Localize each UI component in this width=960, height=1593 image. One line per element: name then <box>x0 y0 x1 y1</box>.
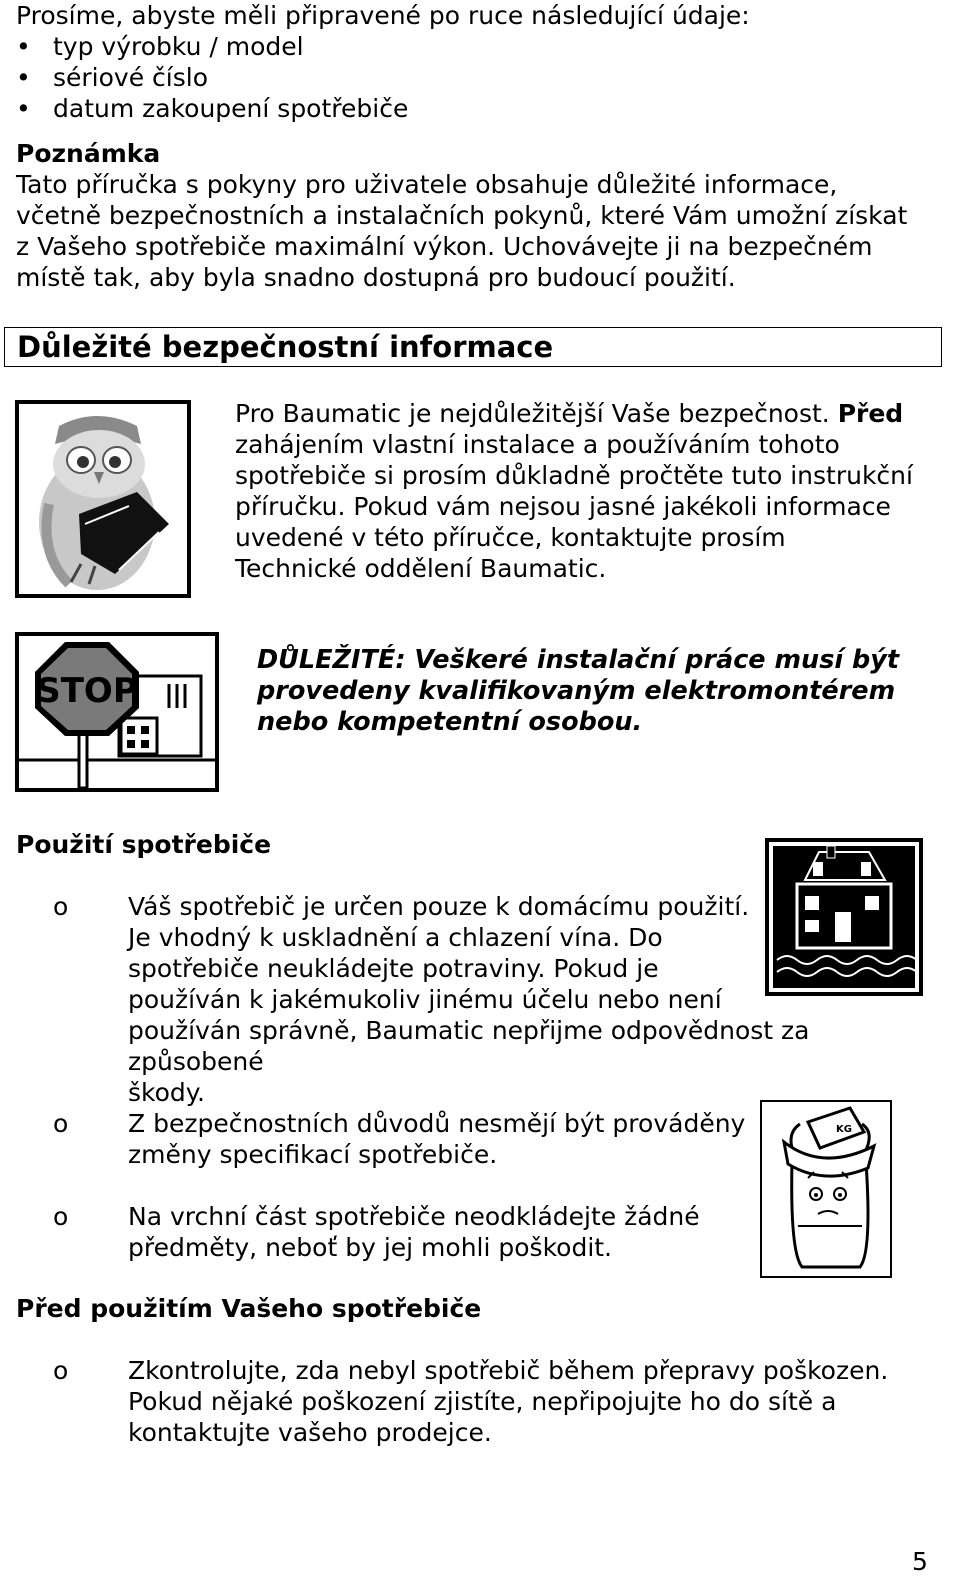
usage-item-line: předměty, neboť by jej mohli poškodit. <box>128 1233 613 1262</box>
intro-lead: Prosíme, abyste měli připravené po ruce následující údaje: <box>16 1 750 30</box>
safety-line: příručku. Pokud vám nejsou jasné jakékoli informace <box>235 492 891 521</box>
safety-line-bold: Před <box>837 399 904 428</box>
usage-item-line: Váš spotřebič je určen pouze k domácímu použití. <box>128 892 750 921</box>
safety-line: zahájením vlastní instalace a používáním tohoto <box>235 430 840 459</box>
usage-item-line: Je vhodný k uskladnění a chlazení vína. Do <box>128 923 663 952</box>
warning-block <box>257 645 937 738</box>
list-marker: o <box>53 1202 69 1231</box>
owl-reading-icon-graphic <box>19 404 187 594</box>
intro-item: • typ výrobku / model <box>16 31 936 62</box>
before-use-heading: Před použitím Vašeho spotřebiče <box>16 1294 482 1323</box>
safety-heading-box <box>4 327 942 367</box>
note-heading: Poznámka <box>16 139 161 168</box>
safety-line-text: Pro Baumatic je nejdůležitější Vaše bezpečnost. <box>235 399 838 428</box>
stop-sign-icon-graphic <box>19 636 215 788</box>
list-marker: o <box>53 892 69 921</box>
safety-line: uvedené v této příručce, kontaktujte prosím <box>235 523 786 552</box>
note-line: Tato příručka s pokyny pro uživatele obsahuje důležité informace, <box>16 170 838 199</box>
owl-reading-icon <box>15 400 191 598</box>
stop-sign-text: STOP <box>36 671 138 711</box>
intro-block <box>16 0 936 124</box>
note-line: včetně bezpečnostních a instalačních pokynů, které Vám umožní získat <box>16 201 908 230</box>
list-marker: o <box>53 1109 69 1138</box>
note-line: místě tak, aby byla snadno dostupná pro budoucí použití. <box>16 263 736 292</box>
stop-sign-icon <box>15 632 219 792</box>
intro-list <box>16 31 936 124</box>
warning-line: DŮLEŽITÉ: Veškeré instalační práce musí být <box>257 645 900 675</box>
before-use-line: kontaktujte vašeho prodejce. <box>128 1418 492 1447</box>
fridge-weight-label: KG <box>836 1124 852 1135</box>
list-marker: o <box>53 1356 69 1385</box>
before-use-line: Pokud nějaké poškození zjistíte, nepřipojujte ho do sítě a <box>128 1387 837 1416</box>
fridge-icon <box>760 1100 892 1278</box>
usage-item-line: škody. <box>128 1078 205 1107</box>
intro-item: • sériové číslo <box>16 62 936 93</box>
usage-item-line: používán správně, Baumatic nepřijme odpovědnost za způsobené <box>128 1016 810 1076</box>
note-block <box>16 138 946 293</box>
usage-item-line: Z bezpečnostních důvodů nesmějí být prováděny <box>128 1109 746 1138</box>
warning-line: provedeny kvalifikovaným elektromontérem <box>257 676 896 706</box>
safety-paragraph <box>235 398 935 584</box>
safety-line: Technické oddělení Baumatic. <box>235 554 607 583</box>
usage-item-line: spotřebiče neukládejte potraviny. Pokud je <box>128 954 659 983</box>
before-use-line: Zkontrolujte, zda nebyl spotřebič během přepravy poškozen. <box>128 1356 889 1385</box>
warning-line: nebo kompetentní osobou. <box>257 707 643 737</box>
usage-item-line: Na vrchní část spotřebiče neodkládejte žádné <box>128 1202 700 1231</box>
note-line: z Vašeho spotřebiče maximální výkon. Uchovávejte ji na bezpečném <box>16 232 873 261</box>
safety-line: spotřebiče si prosím důkladně pročtěte tuto instrukční <box>235 461 913 490</box>
page-number: 5 <box>912 1547 928 1576</box>
intro-item: • datum zakoupení spotřebiče <box>16 93 936 124</box>
usage-item-line: používán k jakémukoliv jinému účelu nebo není <box>128 985 722 1014</box>
safety-heading: Důležité bezpečnostní informace <box>17 330 554 364</box>
usage-heading: Použití spotřebiče <box>16 830 272 859</box>
usage-item-line: změny specifikací spotřebiče. <box>128 1140 498 1169</box>
safety-line <box>235 398 935 429</box>
fridge-icon-graphic <box>762 1102 890 1276</box>
